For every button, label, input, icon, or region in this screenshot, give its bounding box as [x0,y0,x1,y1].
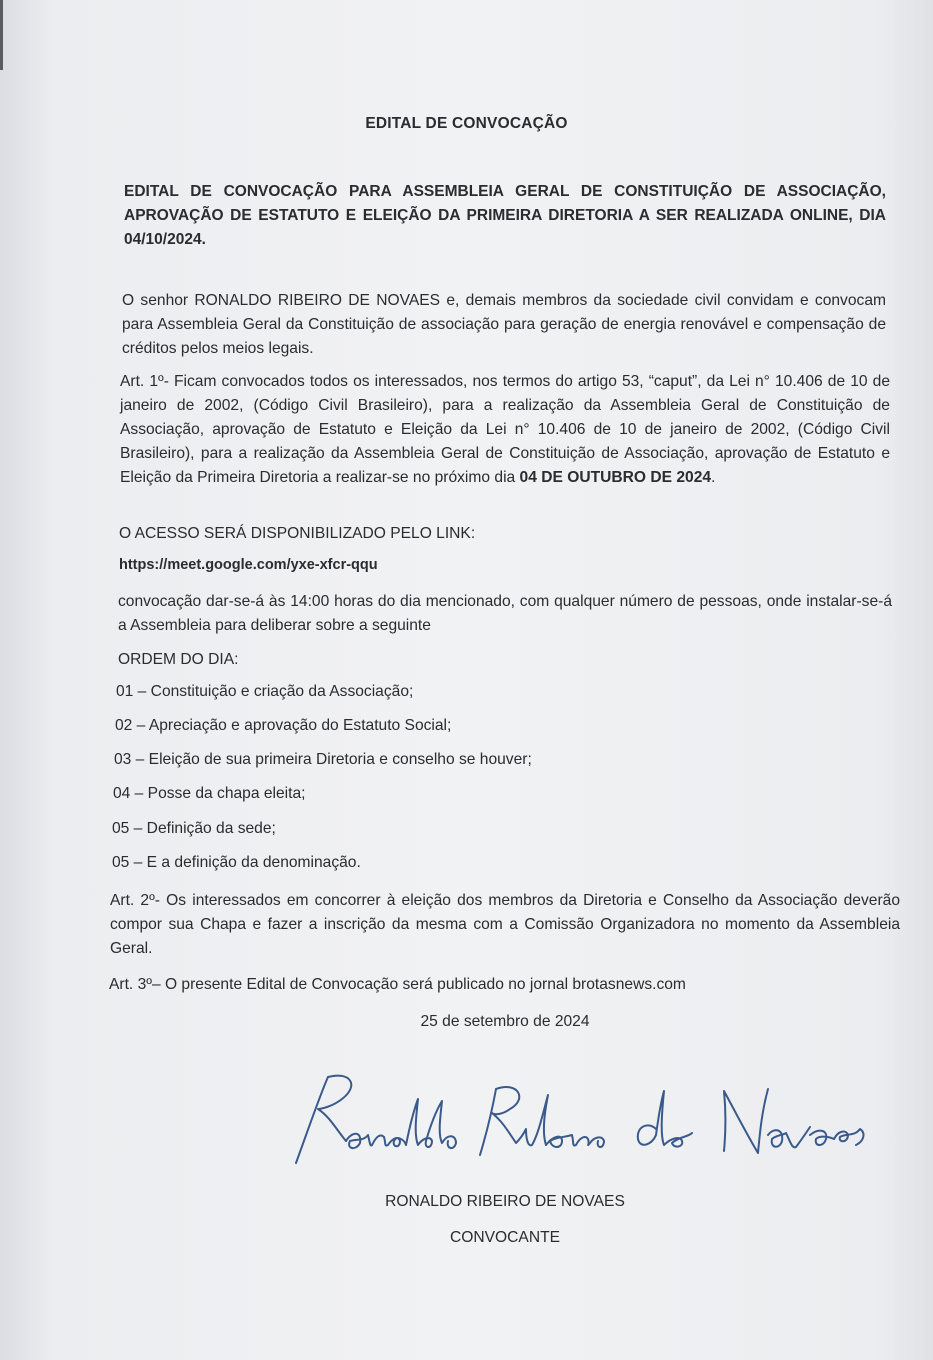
meeting-link[interactable]: https://meet.google.com/yxe-xfcr-qqu [119,557,378,573]
document-title: EDITAL DE CONVOCAÇÃO [365,115,568,132]
article-2-paragraph: Art. 2º- Os interessados em concorrer à eleição dos membros da Diretoria e Conselho da Associação deverão compor sua Chapa e fazer a inscrição da mesma com a Comissão Organizadora no momento da Assembleia Geral. [110,892,900,957]
convocation-paragraph: convocação dar-se-á às 14:00 horas do dia mencionado, com qualquer número de pessoas, onde instalar-se-á a Assembleia para deliberar sobre a seguinte [118,593,892,634]
signer-role: CONVOCANTE [449,1229,561,1246]
agenda-item: 03 – Eleição de sua primeira Diretoria e conselho se houver; [114,751,532,768]
agenda-item: 01 – Constituição e criação da Associação; [116,683,414,700]
article-1-end: . [711,469,716,486]
handwritten-signature [280,1055,880,1185]
agenda-item: 02 – Apreciação e aprovação do Estatuto Social; [115,717,452,734]
article-1-text: Art. 1º- Ficam convocados todos os interessados, nos termos do artigo 53, “caput”, da Lei n° 10.406 de 10 de janeiro de 2002, (Código Civil Brasileiro), para a realização da Assembleia Geral de Constituição de Associação, aprovação de Estatuto e Eleição da Lei n° 10.406 de 10 de janeiro de 2002, (Código Civil Brasileiro), para a realização da Assembleia Geral de Constituição de Associação, aprovação de Estatuto e Eleição da Primeira Diretoria a realizar-se no próximo dia [120,373,890,486]
access-label: O ACESSO SERÁ DISPONIBILIZADO PELO LINK: [119,525,476,542]
agenda-item: 05 – Definição da sede; [112,820,276,837]
agenda-item: 04 – Posse da chapa eleita; [113,785,306,802]
signer-name: RONALDO RIBEIRO DE NOVAES [385,1193,625,1210]
document-subtitle: EDITAL DE CONVOCAÇÃO PARA ASSEMBLEIA GERAL DE CONSTITUIÇÃO DE ASSOCIAÇÃO, APROVAÇÃO DE ESTATUTO E ELEIÇÃO DA PRIMEIRA DIRETORIA A SER REALIZADA ONLINE, DIA 04/10/2024. [124,183,886,248]
document-date: 25 de setembro de 2024 [420,1013,590,1030]
article-3-paragraph: Art. 3º– O presente Edital de Convocação será publicado no jornal brotasnews.com [109,976,686,993]
page-edge-mark [0,0,3,70]
agenda-item: 05 – E a definição da denominação. [112,854,361,871]
article-1-paragraph [120,370,890,490]
article-1-date: 04 DE OUTUBRO DE 2024 [519,469,712,486]
agenda-title: ORDEM DO DIA: [118,651,239,668]
intro-paragraph: O senhor RONALDO RIBEIRO DE NOVAES e, demais membros da sociedade civil convidam e convocam para Assembleia Geral da Constituição de associação para geração de energia renovável e compensação de créditos pelos meios legais. [122,292,886,357]
